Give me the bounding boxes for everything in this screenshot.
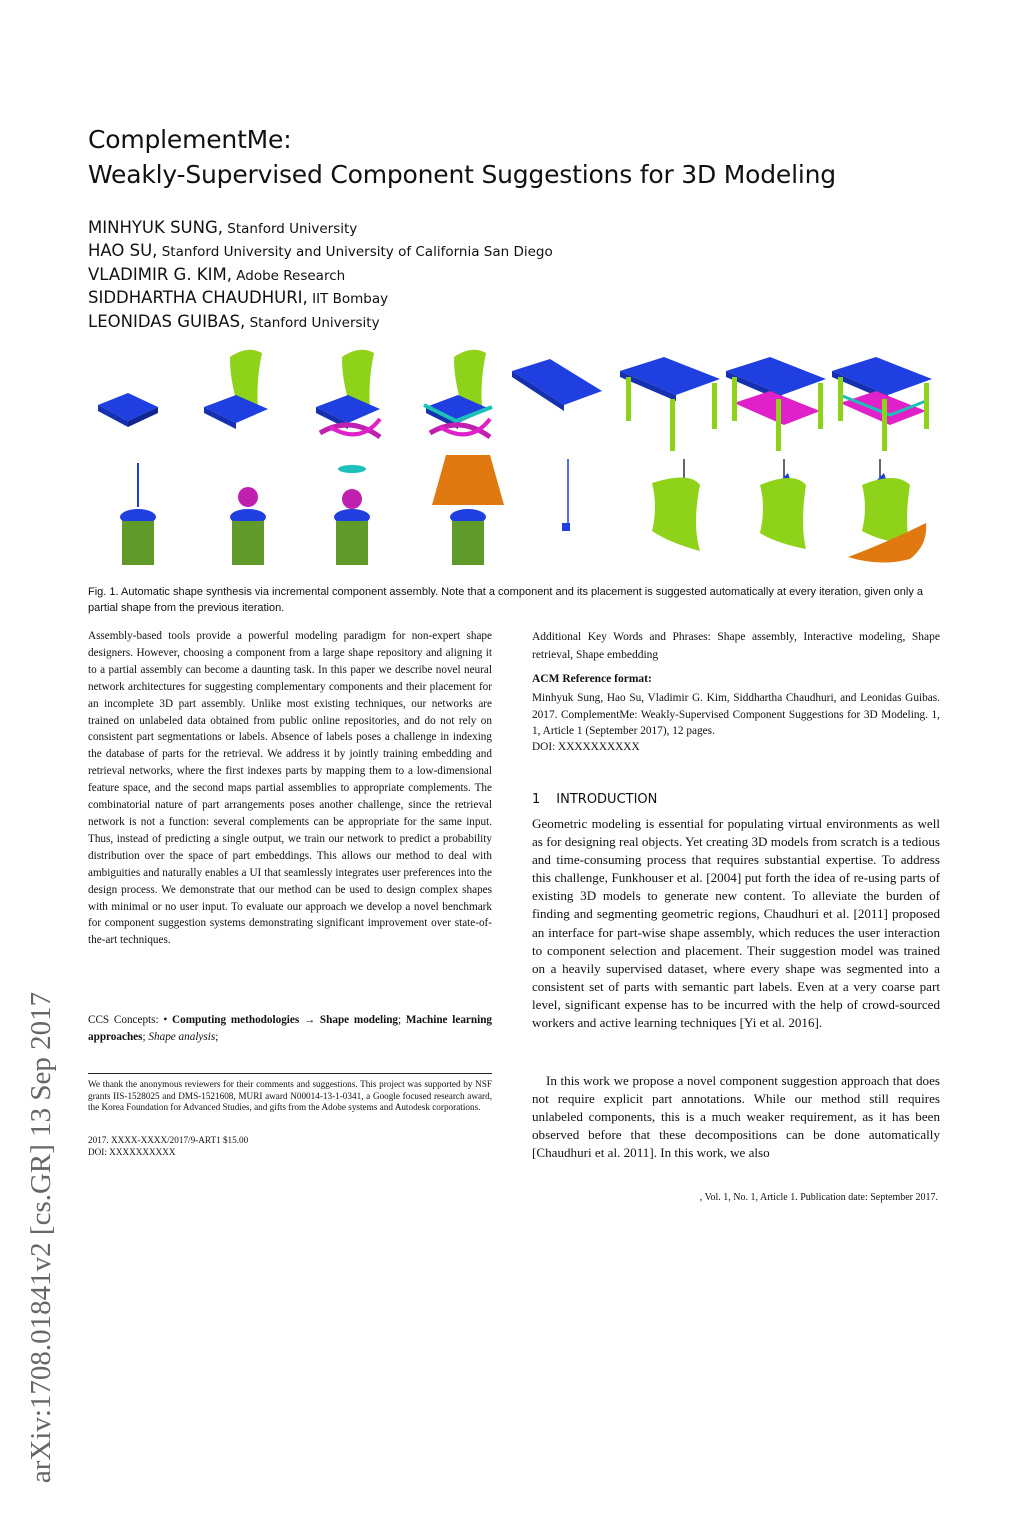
ccs-prefix: CCS Concepts: • [88,1014,173,1026]
figure-caption: Fig. 1. Automatic shape synthesis via incremental component assembly. Note that a component and its placement is suggested automatically at every iteration, given only a partial shape from the previous iteration. [88,586,924,614]
abstract: Assembly-based tools provide a powerful modeling paradigm for non-expert shape designers. However, choosing a component from a large shape repository and aligning it to a partial assembly can become a daunting task. In this paper we describe novel neural network architectures for suggesting complementary components and their placement for an incomplete 3D part assembly. Unlike most existing techniques, our networks are trained on unlabeled data obtained from public online repositories, and do not rely on consistent part segmentations or labels. Absence of labels poses a challenge in indexing the database of parts for the retrieval. We address it by jointly training embedding and retrieval networks, where the first indexes parts by mapping them to a low-dimensional feature space, and the second maps partial assemblies to appropriate complements. The combinatorial nature of part arrangements poses another challenge, since the retrieval network is not a function: several complements can be appropriate for the same input. Thus, instead of predicting a single output, we train our network to predict a probability distribution over the space of part embeddings. This allows our method to deal with ambiguities and naturally enables a UI that seamlessly integrates user preferences into the design process. We demonstrate that our method can be used to design complex shapes with minimal or no user input. To evaluate our approach we develop a novel benchmark for component suggestion systems demonstrating significant improvement over state-of-the-art techniques. [88,630,492,947]
section-number: 1 [532,792,541,807]
footnote-issn: 2017. XXXX-XXXX/2017/9-ART1 $15.00 [88,1135,249,1145]
author-5 [88,312,380,331]
acm-ref-text: Minhyuk Sung, Hao Su, Vladimir G. Kim, Siddhartha Chaudhuri, and Leonidas Guibas. 2017. ComplementMe: Weakly-Supervised Component Suggestions for 3D Modeling. 1, 1, Article 1 (September 2017), 12 pages. [532,692,940,738]
author-name: LEONIDAS GUIBAS, [88,312,246,331]
author-affiliation: IIT Bombay [307,291,389,307]
author-affiliation: Stanford University [223,221,358,237]
ccs-concepts [88,1012,492,1046]
lamp-step-3 [334,465,370,565]
author-4 [88,288,388,307]
section-title: INTRODUCTION [556,792,658,807]
author-1 [88,218,357,237]
ccs-concept: Computing methodologies [172,1014,300,1026]
footnote-doi: DOI: XXXXXXXXXX [88,1147,176,1157]
page-footer: , Vol. 1, No. 1, Article 1. Publication date: September 2017. [699,1192,938,1203]
author-name: MINHYUK SUNG, [88,218,223,237]
lamp-step-2 [230,487,266,565]
ccs-concept: Machine learning approaches [88,1014,493,1043]
ccs-separator: ; [142,1030,149,1043]
boat-step-3 [760,459,806,549]
chair-step-1 [98,393,158,427]
table-step-1 [512,359,602,411]
keywords: Additional Key Words and Phrases: Shape assembly, Interactive modeling, Shape retrieval, Shape embedding [532,631,940,661]
figure-1-illustration [80,345,950,580]
author-name: HAO SU, [88,241,158,260]
author-2 [88,241,553,260]
footnote-thanks: We thank the anonymous reviewers for their comments and suggestions. This project was supported by NSF grants IIS-1528025 and DMS-1521608, MURI award N00014-13-1-0341, a Google focused research award, the Korea Foundation for Advanced Studies, and gifts from the Adobe systems and Autodesk corporations. [88,1079,492,1113]
footnote-rule [88,1073,492,1074]
ccs-concept: Shape analysis [148,1030,216,1043]
ccs-end: ; [215,1030,219,1043]
paper-title-line2: Weakly-Supervised Component Suggestions for 3D Modeling [88,160,836,189]
paper-title-line1: ComplementMe: [88,125,292,154]
arxiv-stamp-text: arXiv:1708.01841v2 [cs.GR] 13 Sep 2017 [25,991,57,1484]
boat-step-1 [562,459,570,531]
acm-ref-doi: DOI: XXXXXXXXXX [532,741,640,753]
ccs-separator: ; [398,1014,406,1026]
boat-step-4 [848,459,926,563]
chair-step-3 [316,350,380,437]
intro-paragraph-2: In this work we propose a novel component suggestion approach that does not require explicit part annotations. While our method still requires unlabeled components, this is a much weaker requirement, as it has been observed before that these decompositions can be done automatically [Chaudhuri et al. 2011]. In this work, we also [532,1073,940,1161]
section-heading [532,792,657,807]
table-step-2 [620,357,720,451]
ccs-arrow: → [299,1014,320,1026]
lamp-step-4 [432,455,504,565]
boat-step-2 [652,459,700,551]
intro-paragraph-1: Geometric modeling is essential for populating virtual environments as well as for designing real objects. Yet creating 3D models from scratch is a tedious and time-consuming process that requires substantial expertise. To address this challenge, Funkhouser et al. [2004] put forth the idea of re-using parts of existing 3D models to generate new content. To alleviate the burden of finding and segmenting geometric regions, Chaudhuri et al. [2011] proposed an interface for part-wise shape assembly, which reduces the user interaction to component selection and placement. Their suggestion model was trained on a heavily supervised dataset, where every shape was segmented into a consistent set of parts with semantic part labels. Even at a very coarse part level, significant expense has to be incurred with the help of crowd-sourced workers and active learning techniques [Yi et al. 2016]. [532,816,940,1031]
author-affiliation: Stanford University and University of California San Diego [157,244,553,260]
chair-step-4 [424,350,492,437]
acm-ref-heading: ACM Reference format: [532,673,652,685]
author-3 [88,265,345,284]
ccs-concept: Shape modeling [319,1014,399,1026]
table-step-4 [832,357,932,451]
author-name: SIDDHARTHA CHAUDHURI, [88,288,308,307]
lamp-step-1 [120,463,156,565]
chair-step-2 [204,350,268,429]
arxiv-stamp [10,360,64,1484]
author-affiliation: Adobe Research [231,268,346,284]
author-affiliation: Stanford University [245,315,380,331]
table-step-3 [726,357,826,451]
author-name: VLADIMIR G. KIM, [88,265,232,284]
